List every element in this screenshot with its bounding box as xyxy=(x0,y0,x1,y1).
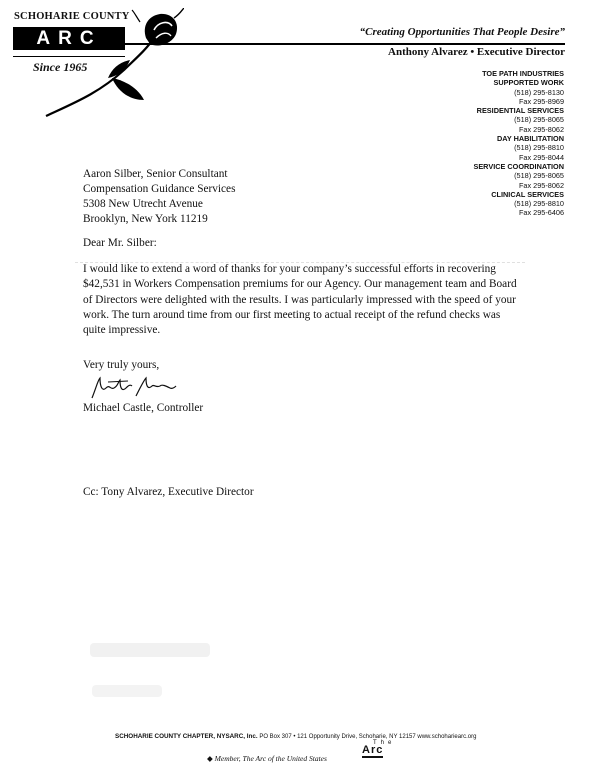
service-item xyxy=(364,162,564,190)
cc-line: Cc: Tony Alvarez, Executive Director xyxy=(83,486,254,498)
service-item xyxy=(364,190,564,218)
footer-chapter: SCHOHARIE COUNTY CHAPTER, NYSARC, Inc. xyxy=(115,733,258,740)
arc-logo-box: ARC xyxy=(13,27,125,50)
service-item xyxy=(364,134,564,162)
since-year: Since 1965 xyxy=(33,60,88,74)
recipient-line: Compensation Guidance Services xyxy=(83,183,236,195)
service-fax: Fax 295-8062 xyxy=(518,180,564,190)
service-name: DAY HABILITATION xyxy=(496,134,564,144)
service-fax: Fax 295-6406 xyxy=(518,208,564,218)
letter-body: I would like to extend a word of thanks for your company’s successful efforts in recovering $42,531 in Workers Compensation premiums for our Agency. Our management team and Board of Directors were delighted with the results. I was particularly impressed with the speed of your work. The turn around time from our first meeting to actual receipt of the refund checks was quite impressive. xyxy=(83,263,517,337)
recipient-line: Aaron Silber, Senior Consultant xyxy=(83,168,228,180)
footer-contact: PO Box 307 • 121 Opportunity Drive, Schoharie, NY 12157 www.schohariearc.org xyxy=(259,734,477,740)
salutation: Dear Mr. Silber: xyxy=(83,237,157,249)
service-item xyxy=(364,106,564,134)
service-phone: (518) 295-8065 xyxy=(514,115,564,125)
services-list xyxy=(364,69,564,218)
tagline: “Creating Opportunities That People Desire” xyxy=(359,26,565,38)
service-name: CLINICAL SERVICES xyxy=(491,189,564,199)
executive-director: Anthony Alvarez • Executive Director xyxy=(388,46,565,58)
service-fax: Fax 295-8062 xyxy=(518,124,564,134)
scan-artifact xyxy=(75,262,525,263)
service-name: RESIDENTIAL SERVICES xyxy=(476,106,564,116)
service-phone: (518) 295-8810 xyxy=(514,199,564,209)
footer-address xyxy=(115,733,476,740)
service-fax: Fax 295-8044 xyxy=(518,152,564,162)
service-fax: Fax 295-8969 xyxy=(518,96,564,106)
service-name: SUPPORTED WORK xyxy=(493,78,564,88)
service-item xyxy=(364,69,564,78)
org-name: SCHOHARIE COUNTY xyxy=(14,11,130,22)
footer-logo-the: The xyxy=(373,740,396,746)
service-phone: (518) 295-8065 xyxy=(514,171,564,181)
recipient-line: Brooklyn, New York 11219 xyxy=(83,213,208,225)
recipient-address xyxy=(83,167,235,227)
scan-artifact xyxy=(92,685,162,697)
signature-icon xyxy=(88,374,178,402)
footer-logo-arc: Arc xyxy=(362,744,384,756)
member-note: ◆ Member, The Arc of the United States xyxy=(207,754,327,763)
service-phone: (518) 295-8810 xyxy=(514,143,564,153)
service-item xyxy=(364,78,564,106)
service-name: SERVICE COORDINATION xyxy=(473,161,564,171)
recipient-line: 5308 New Utrecht Avenue xyxy=(83,198,203,210)
signer-name: Michael Castle, Controller xyxy=(83,402,204,414)
service-name: TOE PATH INDUSTRIES xyxy=(482,69,564,78)
rose-logo-icon xyxy=(34,8,184,123)
scan-artifact xyxy=(90,643,210,657)
closing: Very truly yours, xyxy=(83,359,160,371)
header-rule xyxy=(125,43,565,45)
service-phone: (518) 295-8130 xyxy=(514,87,564,97)
